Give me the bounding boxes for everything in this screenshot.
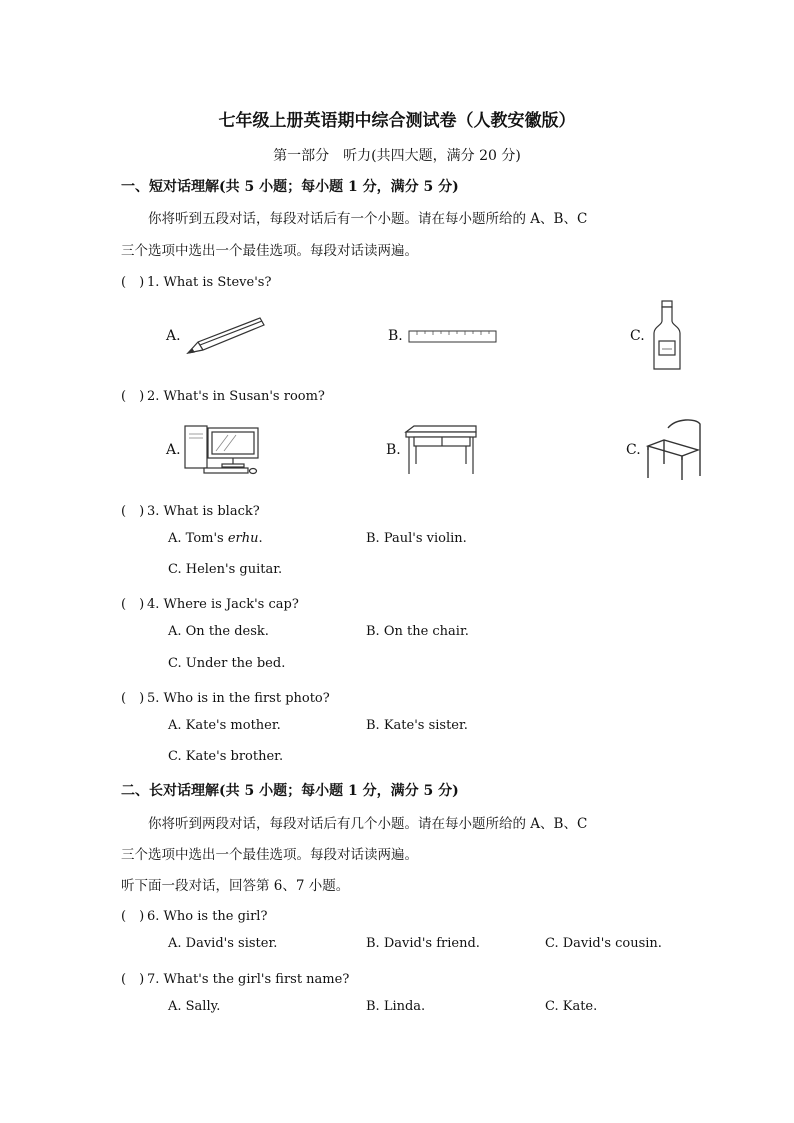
question-text: 1. What is Steve's? [147,275,272,290]
question-4 [121,593,299,612]
answer-blank[interactable]: ( ) [121,909,145,924]
option-a[interactable]: A. On the desk. [168,624,269,639]
section-1-heading: 一、短对话理解(共 5 小题；每小题 1 分，满分 5 分) [121,179,459,195]
bottle-icon [650,299,684,373]
option-b[interactable]: B. Paul's violin. [366,531,467,546]
question-7 [121,968,349,987]
option-c-label: C. [630,328,645,344]
option-a-text: A. Tom's [168,531,228,546]
answer-blank[interactable]: ( ) [121,972,145,987]
question-5 [121,687,330,706]
ruler-icon [408,330,498,344]
section-2-instruction-cont: 三个选项中选出一个最佳选项。每段对话读两遍。 [121,847,418,863]
question-2 [121,385,325,404]
option-b-label: B. [388,328,403,344]
option-a[interactable]: A. Kate's mother. [168,718,281,733]
option-a[interactable]: A. David's sister. [168,936,278,951]
desk-icon [404,424,478,476]
option-a[interactable]: A. Sally. [168,999,221,1014]
option-c-label: C. [626,442,641,458]
section-1-instruction-cont: 三个选项中选出一个最佳选项。每段对话读两遍。 [121,243,418,259]
answer-blank[interactable]: ( ) [121,504,145,519]
option-a-label: A. [166,442,181,458]
answer-blank[interactable]: ( ) [121,389,145,404]
part-heading: 第一部分 听力(共四大题，满分 20 分) [273,148,521,164]
answer-blank[interactable]: ( ) [121,691,145,706]
question-text: 4. Where is Jack's cap? [147,597,299,612]
question-text: 7. What's the girl's first name? [147,972,350,987]
option-b[interactable]: B. Linda. [366,999,426,1014]
option-a-label: A. [166,328,181,344]
question-text: 5. Who is in the first photo? [147,691,330,706]
question-text: 3. What is black? [147,504,260,519]
option-c[interactable]: C. David's cousin. [545,936,662,951]
computer-icon [184,424,262,476]
option-c[interactable]: C. Kate's brother. [168,749,284,764]
question-1 [121,271,271,290]
question-text: 6. Who is the girl? [147,909,268,924]
option-b[interactable]: B. Kate's sister. [366,718,468,733]
page-title: 七年级上册英语期中综合测试卷（人教安徽版） [218,111,576,131]
option-a-end: . [258,531,263,546]
option-a[interactable] [168,531,263,546]
option-c[interactable]: C. Under the bed. [168,656,286,671]
option-a-italic: erhu [227,531,259,546]
option-c[interactable]: C. Kate. [545,999,598,1014]
option-b[interactable]: B. David's friend. [366,936,480,951]
answer-blank[interactable]: ( ) [121,597,145,612]
section-2-heading: 二、长对话理解(共 5 小题；每小题 1 分，满分 5 分) [121,783,459,799]
option-c[interactable]: C. Helen's guitar. [168,562,283,577]
answer-blank[interactable]: ( ) [121,275,145,290]
option-b-label: B. [386,442,401,458]
chair-icon [644,416,704,482]
question-text: 2. What's in Susan's room? [147,389,325,404]
question-6 [121,905,267,924]
section-2-instruction: 你将听到两段对话，每段对话后有几个小题。请在每小题所给的 A、B、C [148,816,588,832]
option-b[interactable]: B. On the chair. [366,624,469,639]
pencil-icon [186,314,266,356]
section-1-instruction: 你将听到五段对话，每段对话后有一个小题。请在每小题所给的 A、B、C [148,211,588,227]
section-2-subinstruction: 听下面一段对话，回答第 6、7 小题。 [121,878,350,894]
question-3 [121,500,260,519]
